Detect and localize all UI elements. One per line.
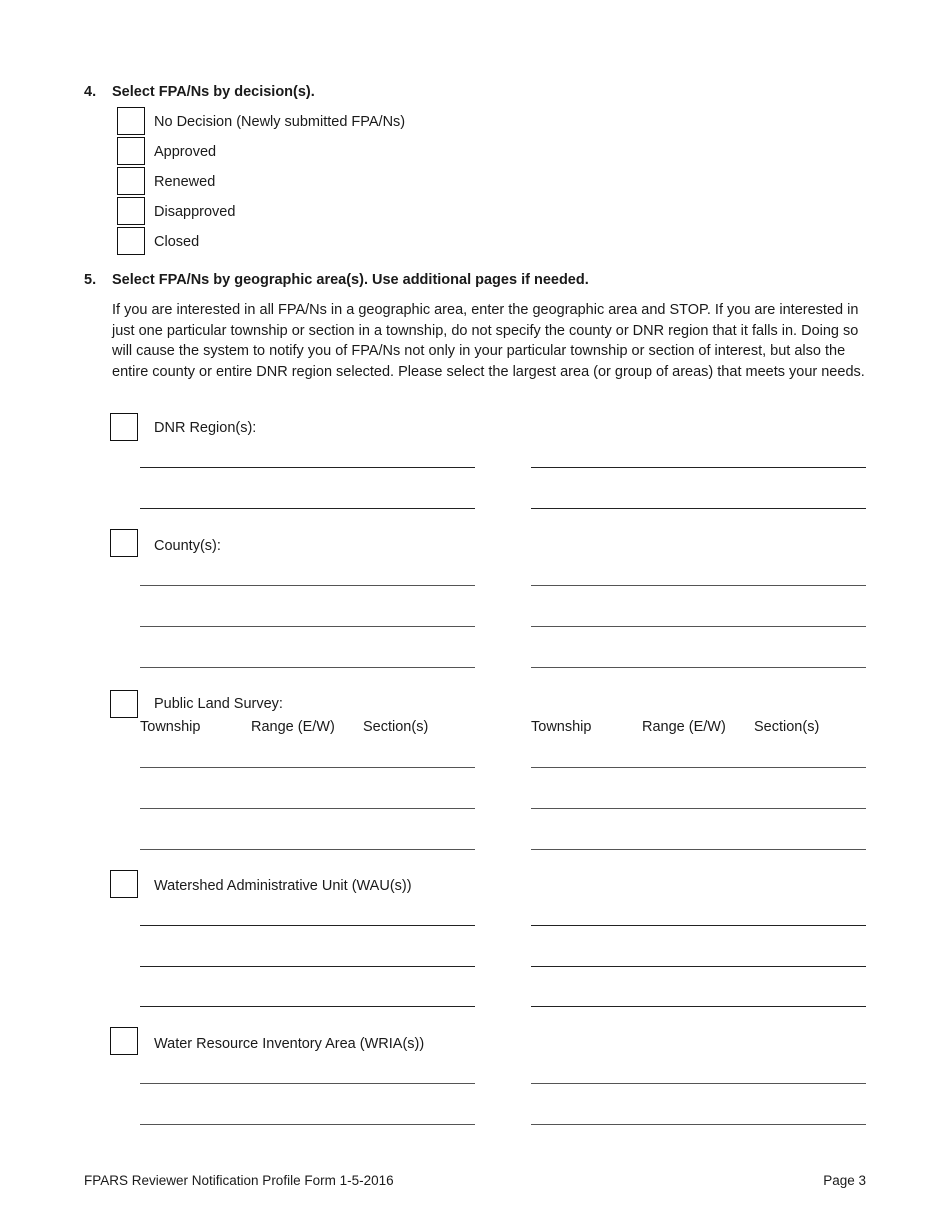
wau-field-right-2[interactable] [531,966,866,967]
county-field-left-1[interactable] [140,585,475,586]
checkbox-dnr-region[interactable] [110,413,138,441]
option-approved-label: Approved [154,144,217,160]
section-4-number: 4. [84,84,97,100]
wau-field-right-3[interactable] [531,1006,866,1007]
dnr-region-field-right-2[interactable] [531,508,866,509]
wria-field-right-1[interactable] [531,1083,866,1084]
checkbox-closed[interactable] [117,227,145,255]
county-field-right-1[interactable] [531,585,866,586]
pls-left-range-header: Range (E/W) [251,719,335,735]
dnr-region-field-left-2[interactable] [140,508,475,509]
wau-field-left-1[interactable] [140,925,475,926]
option-no-decision-label: No Decision (Newly submitted FPA/Ns) [154,114,406,130]
pls-field-right-3[interactable] [531,849,866,850]
pls-right-township-header: Township [531,719,592,735]
section-5-heading: Select FPA/Ns by geographic area(s). Use additional pages if needed. [112,272,589,288]
section-5-instructions: If you are interested in all FPA/Ns in a geographic area, enter the geographic area and STOP. If you are interested in just one particular township or section in a township, do not specify the county or DNR region that it falls in. Doing so will cause the system to notify you of FPA/Ns not only in your particular township or section of interest, but also the entire county or entire DNR region selected. Please select the largest area (or group of areas) that meets your needs. [112,302,865,380]
checkbox-approved[interactable] [117,137,145,165]
dnr-region-field-right-1[interactable] [531,467,866,468]
wria-field-left-2[interactable] [140,1124,475,1125]
county-field-left-2[interactable] [140,626,475,627]
pls-left-section-header: Section(s) [363,719,429,735]
checkbox-county[interactable] [110,529,138,557]
checkbox-no-decision[interactable] [117,107,145,135]
dnr-region-field-left-1[interactable] [140,467,475,468]
dnr-region-label: DNR Region(s): [154,420,257,436]
footer-form-name: FPARS Reviewer Notification Profile Form 1-5-2016 [84,1173,394,1188]
wria-field-left-1[interactable] [140,1083,475,1084]
pls-right-range-header: Range (E/W) [642,719,726,735]
wau-field-right-1[interactable] [531,925,866,926]
county-field-right-3[interactable] [531,667,866,668]
county-label: County(s): [154,538,221,554]
wria-field-right-2[interactable] [531,1124,866,1125]
checkbox-disapproved[interactable] [117,197,145,225]
wau-field-left-2[interactable] [140,966,475,967]
wria-label: Water Resource Inventory Area (WRIA(s)) [154,1036,425,1052]
public-land-survey-label: Public Land Survey: [154,696,283,712]
pls-field-left-3[interactable] [140,849,475,850]
wau-label: Watershed Administrative Unit (WAU(s)) [154,878,412,894]
pls-left-township-header: Township [140,719,201,735]
pls-field-right-2[interactable] [531,808,866,809]
option-closed-label: Closed [154,234,200,250]
option-renewed-label: Renewed [154,174,216,190]
pls-field-left-1[interactable] [140,767,475,768]
section-4-heading: Select FPA/Ns by decision(s). [112,84,315,100]
checkbox-wria[interactable] [110,1027,138,1055]
section-5-number: 5. [84,272,97,288]
pls-right-section-header: Section(s) [754,719,820,735]
pls-field-right-1[interactable] [531,767,866,768]
checkbox-wau[interactable] [110,870,138,898]
checkbox-public-land-survey[interactable] [110,690,138,718]
county-field-left-3[interactable] [140,667,475,668]
wau-field-left-3[interactable] [140,1006,475,1007]
county-field-right-2[interactable] [531,626,866,627]
option-disapproved-label: Disapproved [154,204,236,220]
pls-field-left-2[interactable] [140,808,475,809]
footer-page-number: Page 3 [823,1173,866,1188]
checkbox-renewed[interactable] [117,167,145,195]
